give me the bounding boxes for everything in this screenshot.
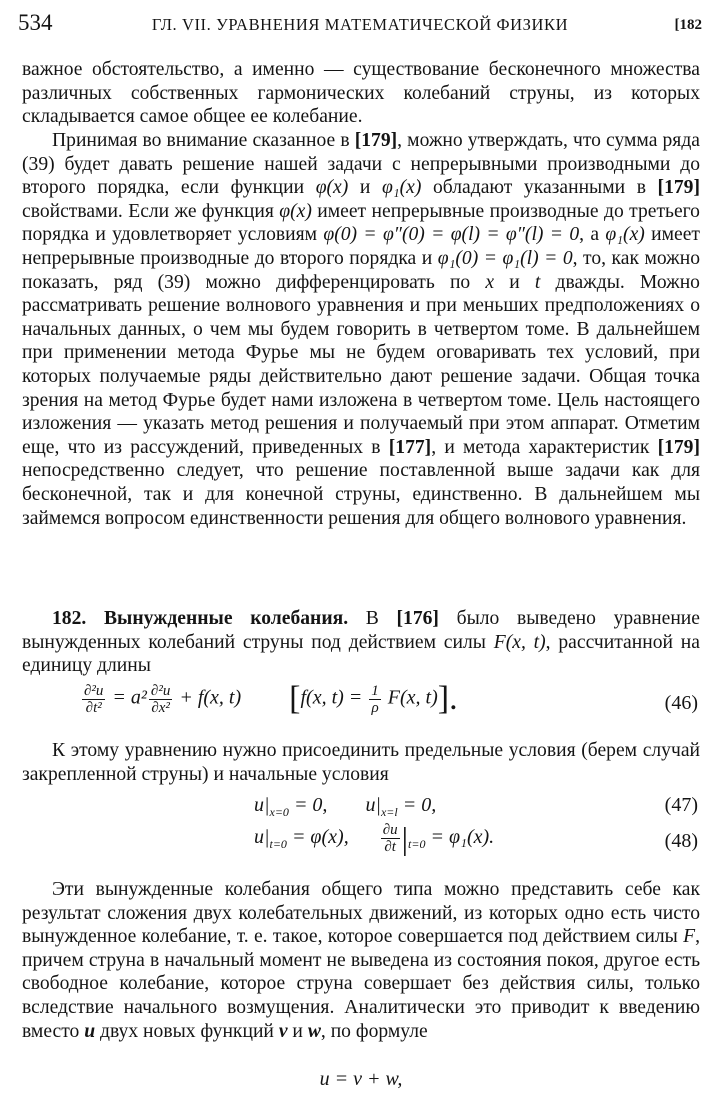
math-term: u|	[254, 794, 270, 816]
bracket-open: [	[289, 680, 301, 717]
math-term: u|	[254, 826, 270, 849]
subscript: x=0	[269, 805, 289, 819]
numerator: ∂u	[382, 822, 398, 838]
citation: [179]	[354, 130, 398, 151]
text-run: Принимая во внимание сказанное в	[52, 130, 355, 151]
denominator: ∂t	[384, 839, 396, 855]
paragraph-continuation	[22, 58, 700, 129]
math-inline: F(x, t)	[493, 631, 546, 653]
paragraph-2	[22, 129, 700, 530]
equation-46	[22, 680, 700, 728]
equation-48	[22, 820, 700, 866]
bracket-lhs: f(x, t) =	[300, 686, 368, 709]
math-inline: v	[278, 1020, 288, 1042]
citation: [176]	[396, 608, 439, 629]
text-run: двух новых функций	[95, 1020, 279, 1042]
math-inline: φ(x)	[315, 177, 349, 199]
coefficient: a²	[130, 686, 147, 709]
text-run: , по формуле	[320, 1020, 428, 1042]
fraction	[149, 683, 172, 716]
text-run: , а	[579, 224, 606, 246]
citation: [177]	[388, 436, 432, 458]
page-header	[18, 12, 702, 38]
text-run: имеет непрерывные производные до третьего порядка и удовлетворяет условиям	[22, 200, 700, 246]
math-inline: φ(x)	[279, 200, 312, 222]
math-term: = φ₁(x).	[425, 826, 495, 849]
text-run: и	[494, 271, 535, 293]
text-run: и	[287, 1020, 308, 1042]
page-number: 534	[18, 10, 53, 35]
math-display: u = v + w,	[319, 1068, 403, 1090]
denominator: ∂t²	[85, 699, 102, 716]
equation-number: (48)	[664, 830, 698, 852]
equation-46-body	[80, 680, 458, 718]
equals-sign: =	[107, 686, 131, 709]
text-run: обладают указанными в	[421, 177, 658, 199]
equation-number: (46)	[664, 692, 698, 714]
paragraph-4	[22, 878, 700, 1043]
math-inline: φ₁(x)	[381, 177, 422, 199]
fraction	[381, 822, 400, 855]
math-term: u|	[365, 794, 381, 816]
equation-number: (47)	[664, 794, 698, 816]
fraction	[369, 683, 381, 716]
citation: [179]	[657, 436, 701, 458]
math-inline: F	[683, 926, 696, 948]
equation-48-body	[254, 820, 494, 857]
equation-47-body	[254, 794, 436, 820]
math-term: = φ(x),	[286, 826, 349, 849]
paragraph-3	[22, 739, 700, 786]
numerator: ∂²u	[84, 682, 104, 699]
text-run: и	[348, 177, 382, 199]
numerator: 1	[371, 682, 379, 699]
text-run: , то, как можно показать, ряд (39) можно дифференцировать по	[22, 247, 700, 293]
text-run: непосредственно следует, что решение поставленной выше задачи как для бесконечной, так и для конечной струны, единственно. В дальнейшем мы займемся вопросом единственности решения для общего волнового уравнения.	[22, 460, 700, 529]
section-reference: [182	[674, 17, 702, 33]
fraction	[82, 683, 105, 716]
math-term: = 0,	[397, 794, 437, 816]
text-run: , и метода характеристик	[431, 436, 658, 458]
equation-47	[22, 794, 700, 820]
running-title: ГЛ. VII. УРАВНЕНИЯ МАТЕМАТИЧЕСКОЙ ФИЗИКИ	[151, 15, 569, 34]
text-run: имеет непрерывные производные до второго порядка и	[22, 224, 700, 269]
equation-decomposition	[22, 1068, 700, 1094]
citation: [179]	[657, 177, 700, 199]
math-inline: φ₁(x)	[605, 224, 645, 246]
denominator: ∂x²	[151, 699, 170, 716]
section-182	[22, 607, 700, 678]
text-run: Эти вынужденные колебания общего типа можно представить себе как результат сложения двух колебательных движений, из которых одно есть чисто вынужденное колебание, т. е. такое, которое совершается под действием силы	[22, 879, 700, 948]
text-run: , рассчитанной на единицу длины	[22, 631, 700, 677]
math-inline: φ₁(0) = φ₁(l) = 0	[437, 247, 573, 269]
section-heading: 182. Вынужденные колебания.	[52, 608, 349, 629]
bracket-rhs: F(x, t)	[382, 686, 438, 709]
math-inline: w	[307, 1020, 321, 1042]
math-term: = 0,	[288, 794, 328, 816]
math-inline: φ(0) = φ″(0) = φ(l) = φ″(l) = 0	[323, 224, 580, 246]
subscript: t=0	[408, 837, 426, 852]
paragraph-3-text: К этому уравнению нужно присоединить предельные условия (берем случай закрепленной струны) и начальные условия	[22, 740, 700, 785]
text-run: , можно утверждать, что сумма ряда (39) будет давать решение нашей задачи с непрерывными производными до второго порядка, если функции	[22, 130, 700, 199]
math-inline: x	[485, 271, 495, 293]
math-inline: t	[534, 271, 541, 293]
text-run: дважды. Можно рассматривать решение волнового уравнения и при меньших предположениях о начальных данных, о чем мы будем говорить в четвертом томе. В дальнейшем при применении метода Фурье мы не будем оговаривать тех условий, при которых получаемые ряды действительно дают решение задачи. Общая точка зрения на метод Фурье будет нами изложена в четвертом томе. Цель настоящего изложения — указать метод решения и получаемый при этом аппарат. Отметим еще, что из рассуждений, приведенных в	[22, 271, 700, 458]
numerator: ∂²u	[150, 682, 171, 699]
denominator: ρ	[371, 699, 379, 716]
paragraph-1: важное обстоятельство, а именно — существование бесконечного множества различных собственных гармонических колебаний струны, из которых складывается самое общее ее колебание.	[22, 59, 700, 128]
text-run: было выведено уравнение вынужденных колебаний струны под действием силы	[22, 608, 700, 653]
subscript: t=0	[269, 837, 287, 852]
bracket-close: ].	[437, 680, 458, 717]
evaluation-bar: |	[401, 820, 409, 856]
math-inline: u	[84, 1020, 96, 1042]
text-run: свойствами. Если же функция	[22, 200, 280, 222]
forcing-term: + f(x, t)	[174, 686, 242, 709]
text-run: , причем струна в начальный момент не выведена из состояния покоя, другое есть свободное колебание, которое струна совершает без действия силы, только вследствие начального возмущения. Аналитически это приводит к введению вместо	[22, 926, 700, 1042]
text-run: В	[348, 608, 397, 629]
subscript: x=l	[380, 805, 398, 819]
